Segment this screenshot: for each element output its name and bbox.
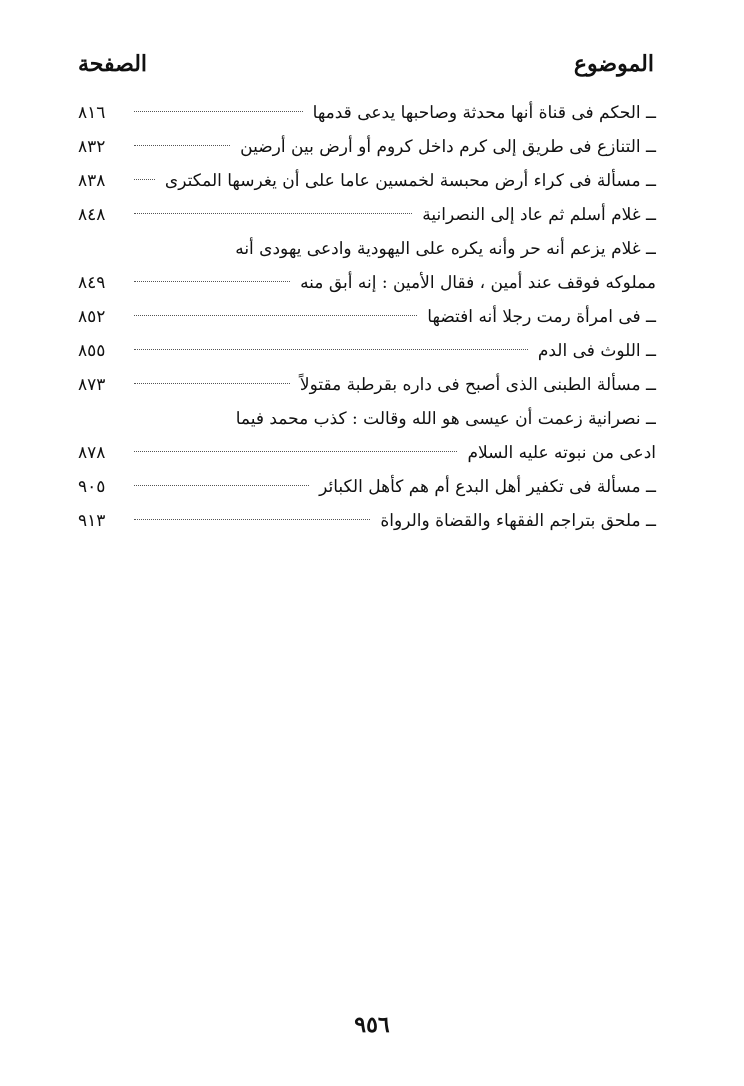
entry-title: ــ فى امرأة رمت رجلا أنه افتضها [427,307,656,327]
entry-page: ٨٤٨ [78,205,106,225]
leader-dots [134,451,457,452]
toc-entry [78,504,656,538]
toc-header [78,44,654,84]
entry-title: ــ التنازع فى طريق إلى كرم داخل كروم أو أرض بين أرضين [240,137,656,157]
toc-entry [78,164,656,198]
toc-entry [78,470,656,504]
entry-title: ــ ملحق بتراجم الفقهاء والقضاة والرواة [380,511,656,531]
toc-entry [78,300,656,334]
leader-dots [134,485,309,486]
leader-dots [134,519,370,520]
table-of-contents [78,96,656,538]
entry-page: ٩١٣ [78,511,106,531]
entry-page: ٩٠٥ [78,477,106,497]
entry-title: ادعى من نبوته عليه السلام [467,443,656,463]
entry-page: ٨٤٩ [78,273,106,293]
entry-title-line1: ــ غلام يزعم أنه حر وأنه يكره على اليهودية وادعى يهودى أنه [235,239,656,259]
entry-title-line1: ــ نصرانية زعمت أن عيسى هو الله وقالت : كذب محمد فيما [235,409,656,429]
toc-entry [78,96,656,130]
entry-title: مملوكه فوقف عند أمين ، فقال الأمين : إنه أبق منه [300,273,656,293]
entry-page: ٨٥٢ [78,307,106,327]
entry-title: ــ الحكم فى قناة أنها محدثة وصاحبها يدعى قدمها [312,103,656,123]
leader-dots [134,315,417,316]
leader-dots [134,111,303,112]
entry-page: ٨١٦ [78,103,106,123]
toc-entry [78,368,656,402]
entry-page: ٨٣٨ [78,171,106,191]
page-number: ٩٥٦ [354,1012,390,1038]
toc-entry [78,130,656,164]
leader-dots [134,349,528,350]
leader-dots [134,179,155,180]
toc-entry [78,198,656,232]
leader-dots [134,383,290,384]
leader-dots [134,145,230,146]
toc-entry [78,402,656,470]
leader-dots [134,213,412,214]
entry-title: ــ غلام أسلم ثم عاد إلى النصرانية [422,205,656,225]
entry-page: ٨٧٣ [78,375,106,395]
entry-page: ٨٥٥ [78,341,106,361]
entry-page: ٨٧٨ [78,443,106,463]
topic-column-label: الموضوع [573,51,654,77]
page-column-label: الصفحة [78,51,148,77]
entry-title: ــ اللوث فى الدم [537,341,656,361]
entry-page: ٨٣٢ [78,137,106,157]
entry-title: ــ مسألة فى كراء أرض محبسة لخمسين عاما على أن يغرسها المكترى [164,171,656,191]
toc-entry [78,232,656,300]
toc-entry [78,334,656,368]
leader-dots [134,281,290,282]
entry-title: ــ مسألة الطبنى الذى أصبح فى داره بقرطبة مقتولاً [299,375,656,395]
entry-title: ــ مسألة فى تكفير أهل البدع أم هم كأهل الكبائر [319,477,656,497]
